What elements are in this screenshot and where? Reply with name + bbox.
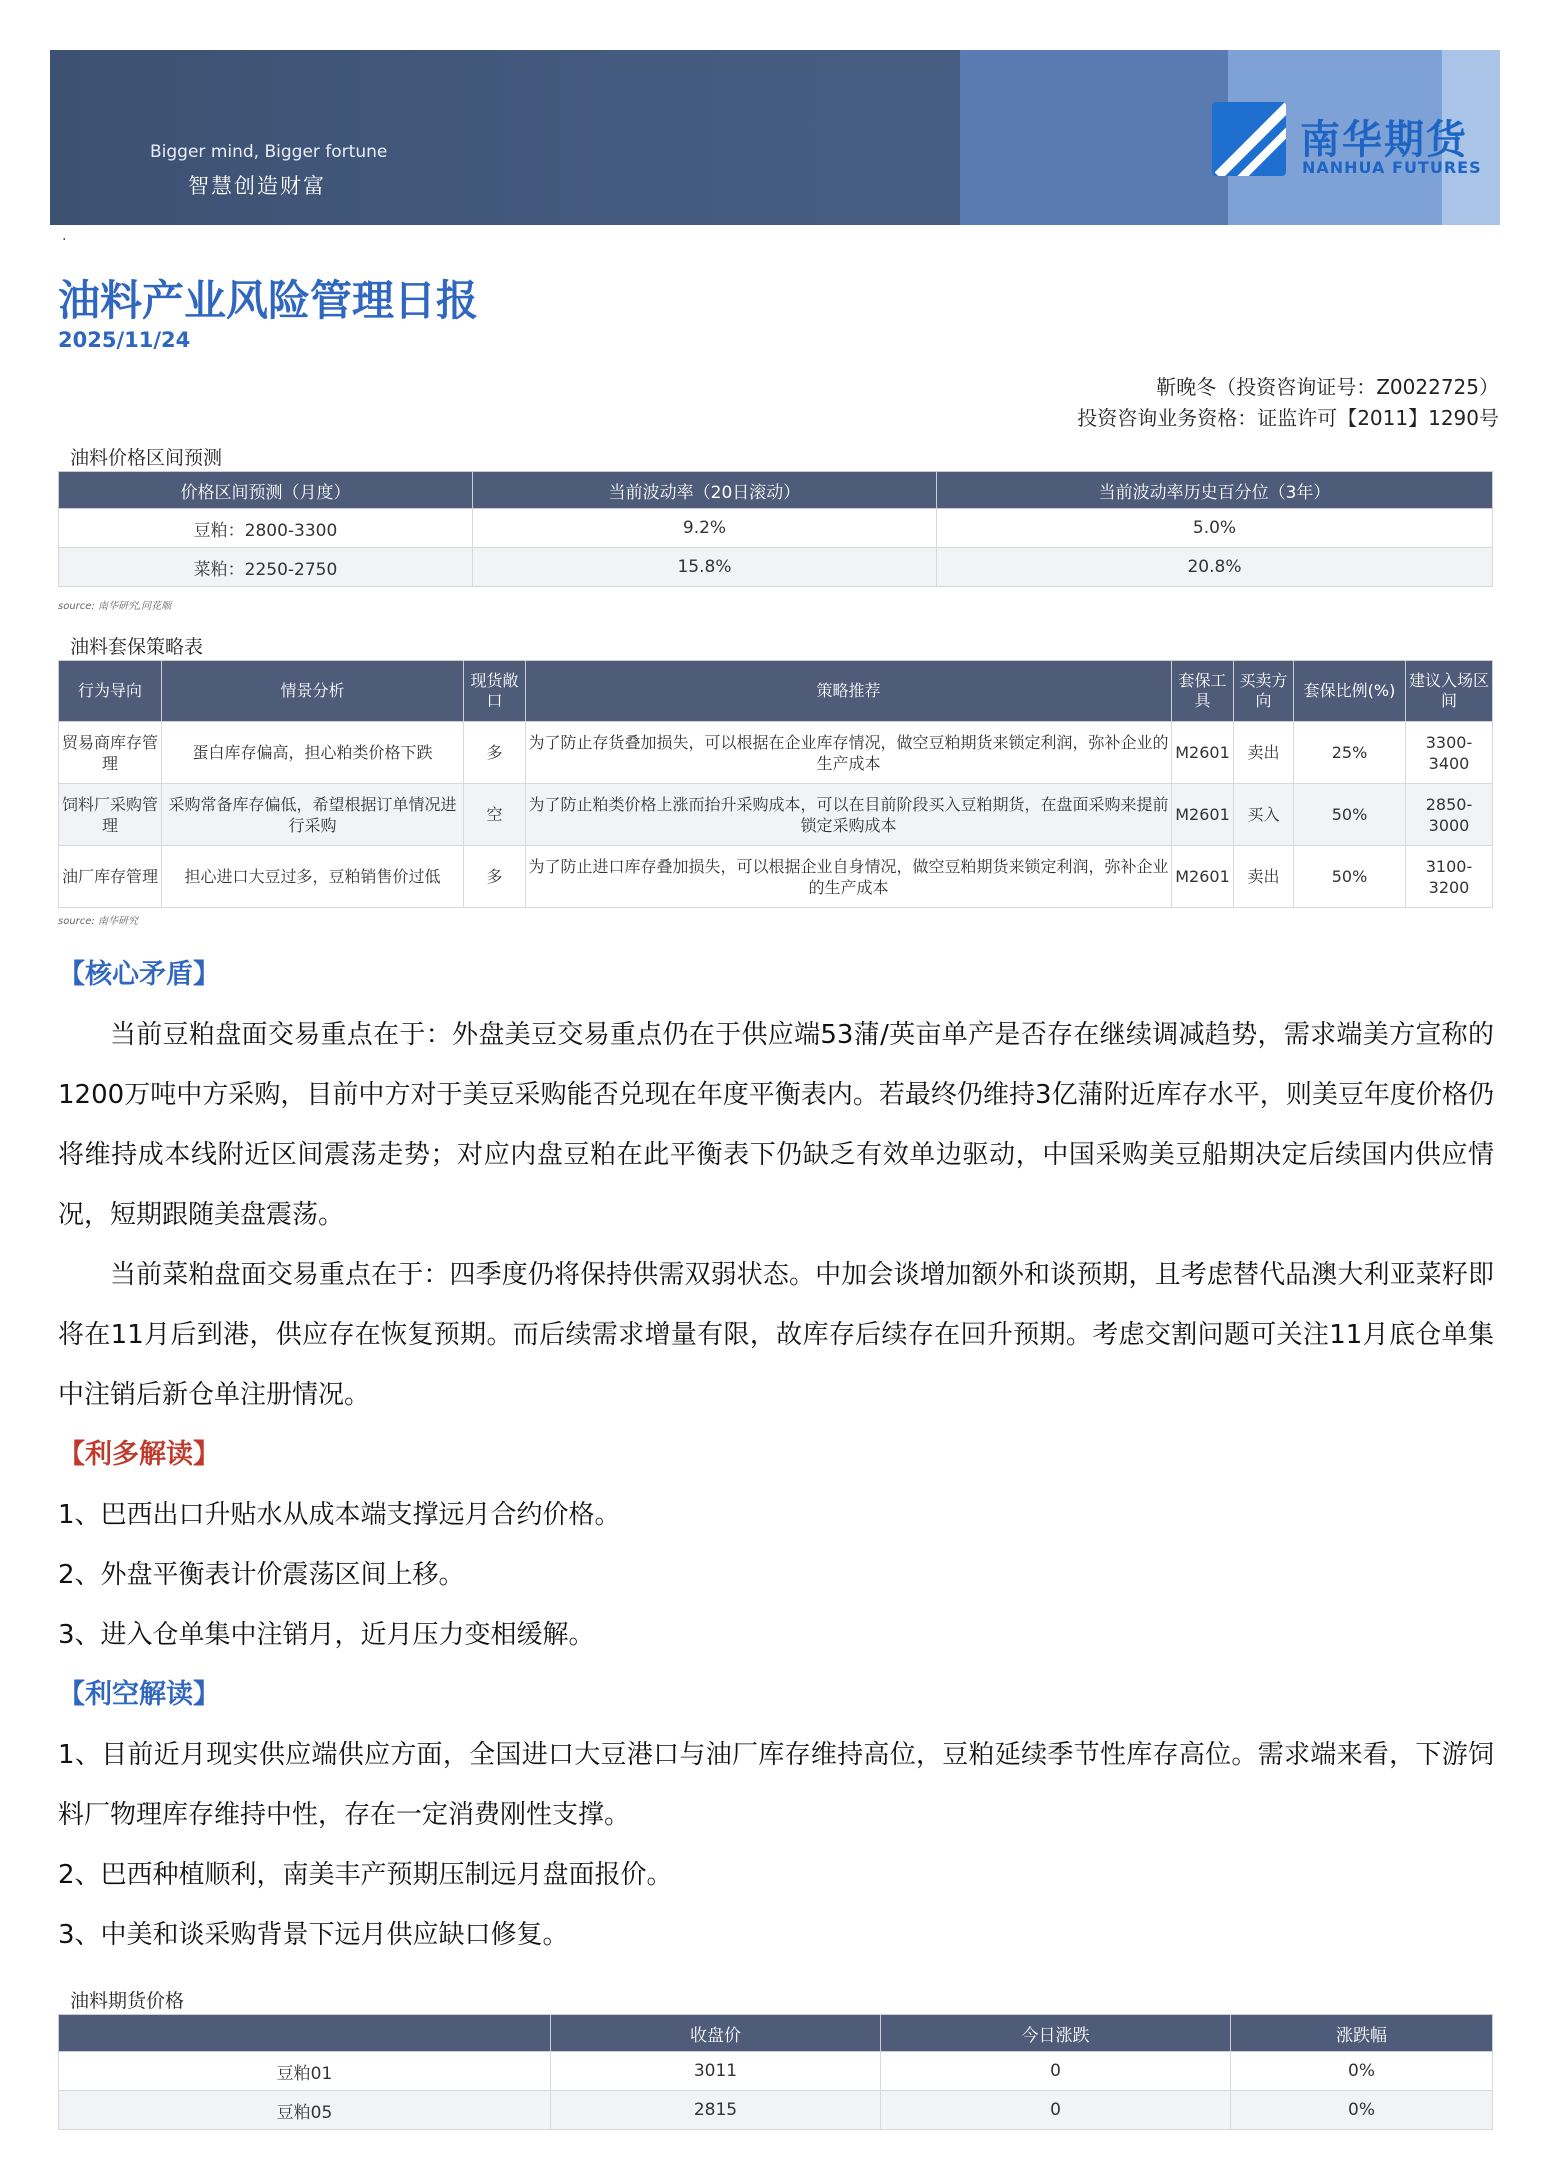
- core-paragraph-soymeal: 当前豆粕盘面交易重点在于：外盘美豆交易重点仍在于供应端53蒲/英亩单产是否存在继续调减趋势，需求端美方宣称的1200万吨中方采购，目前中方对于美豆采购能否兑现在年度平衡表内。若最终仍维持3亿蒲附近库存水平，则美豆年度价格仍将维持成本线附近区间震荡走势；对应内盘豆粕在此平衡表下仍缺乏有效单边驱动，中国采购美豆船期决定后续国内供应情况，短期跟随美盘震荡。: [58, 1020, 1494, 1230]
- table-cell: 0: [881, 2091, 1231, 2130]
- price-range-label: 油料价格区间预测: [70, 447, 223, 469]
- column-header: 今日涨跌: [881, 2015, 1231, 2052]
- logo-name: 南华期货: [1300, 117, 1468, 163]
- table-cell: 20.8%: [937, 548, 1493, 587]
- table-row: [59, 2052, 1493, 2091]
- futures-price-table: [58, 2014, 1493, 2130]
- header-banner: [50, 50, 1500, 225]
- report-title: 油料产业风险管理日报: [58, 276, 479, 325]
- table-row: [59, 722, 1493, 784]
- table-cell: 空: [464, 784, 526, 846]
- table-cell: 0: [881, 2052, 1231, 2091]
- table-cell: 0%: [1231, 2052, 1493, 2091]
- table-header-row: [59, 661, 1493, 722]
- column-header: 情景分析: [162, 661, 464, 722]
- table-cell: 2815: [551, 2091, 881, 2130]
- futures-label: 油料期货价格: [70, 1990, 185, 2012]
- table-cell: 油厂库存管理: [59, 846, 162, 908]
- column-header: 行为导向: [59, 661, 162, 722]
- table-cell: 为了防止存货叠加损失，可以根据在企业库存情况，做空豆粕期货来锁定利润，弥补企业的生产成本: [526, 722, 1172, 784]
- hedge-source: source: 南华研究: [58, 916, 138, 927]
- bullish-item: 2、外盘平衡表计价震荡区间上移。: [58, 1560, 465, 1590]
- bearish-item: 2、巴西种植顺利，南美丰产预期压制远月盘面报价。: [58, 1860, 673, 1890]
- hedge-strategy-table: [58, 660, 1493, 908]
- column-header: 现货敞口: [464, 661, 526, 722]
- bearish-item: 3、中美和谈采购背景下远月供应缺口修复。: [58, 1920, 569, 1950]
- column-header: 套保比例(%): [1294, 661, 1406, 722]
- table-cell: 50%: [1294, 784, 1406, 846]
- table-row: [59, 784, 1493, 846]
- table-cell: 多: [464, 722, 526, 784]
- table-row: [59, 2091, 1493, 2130]
- table-cell: 贸易商库存管理: [59, 722, 162, 784]
- table-cell: 为了防止进口库存叠加损失，可以根据企业自身情况，做空豆粕期货来锁定利润，弥补企业的生产成本: [526, 846, 1172, 908]
- column-header: 价格区间预测（月度）: [59, 472, 473, 509]
- table-header-row: [59, 2015, 1493, 2052]
- price-range-source: source: 南华研究,同花顺: [58, 601, 172, 612]
- analyst-info: [1077, 372, 1499, 434]
- column-header: 建议入场区间: [1406, 661, 1493, 722]
- slogan-chinese: 智慧创造财富: [188, 174, 326, 198]
- bullish-item: 1、巴西出口升贴水从成本端支撑远月合约价格。: [58, 1500, 621, 1530]
- bullish-item: 3、进入仓单集中注销月，近月压力变相缓解。: [58, 1620, 595, 1650]
- table-cell: M2601: [1172, 722, 1234, 784]
- table-row: [59, 509, 1493, 548]
- table-cell: 多: [464, 846, 526, 908]
- table-cell: 3011: [551, 2052, 881, 2091]
- table-cell: 9.2%: [473, 509, 937, 548]
- report-date: 2025/11/24: [58, 328, 191, 352]
- table-cell: 豆粕01: [59, 2052, 551, 2091]
- table-cell: 25%: [1294, 722, 1406, 784]
- table-cell: 豆粕：2800-3300: [59, 509, 473, 548]
- column-header: 策略推荐: [526, 661, 1172, 722]
- table-cell: M2601: [1172, 846, 1234, 908]
- table-cell: 菜粕：2250-2750: [59, 548, 473, 587]
- table-cell: 50%: [1294, 846, 1406, 908]
- column-header: [59, 2015, 551, 2052]
- column-header: 涨跌幅: [1231, 2015, 1493, 2052]
- banner-stripe: [960, 50, 1228, 225]
- analyst-license: 投资咨询业务资格：证监许可【2011】1290号: [1077, 406, 1499, 430]
- logo-subtitle: NANHUA FUTURES: [1302, 158, 1482, 177]
- nanhua-logo-icon: [1212, 102, 1286, 176]
- analyst-name: 靳晚冬（投资咨询证号：Z0022725）: [1156, 375, 1499, 399]
- table-cell: 2850-3000: [1406, 784, 1493, 846]
- column-header: 套保工具: [1172, 661, 1234, 722]
- table-cell: 饲料厂采购管理: [59, 784, 162, 846]
- column-header: 当前波动率历史百分位（3年）: [937, 472, 1493, 509]
- table-cell: 蛋白库存偏高，担心粕类价格下跌: [162, 722, 464, 784]
- column-header: 买卖方向: [1234, 661, 1294, 722]
- dot-mark: .: [62, 228, 67, 244]
- table-cell: 豆粕05: [59, 2091, 551, 2130]
- table-cell: M2601: [1172, 784, 1234, 846]
- table-header-row: [59, 472, 1493, 509]
- table-cell: 3300-3400: [1406, 722, 1493, 784]
- table-cell: 为了防止粕类价格上涨而抬升采购成本，可以在目前阶段买入豆粕期货，在盘面采购来提前锁定采购成本: [526, 784, 1172, 846]
- column-header: 当前波动率（20日滚动）: [473, 472, 937, 509]
- table-row: [59, 548, 1493, 587]
- hedge-label: 油料套保策略表: [70, 636, 204, 658]
- core-heading: 【核心矛盾】: [58, 959, 220, 990]
- bearish-item: 1、目前近月现实供应端供应方面，全国进口大豆港口与油厂库存维持高位，豆粕延续季节性库存高位。需求端来看，下游饲料厂物理库存维持中性，存在一定消费刚性支撑。: [58, 1740, 1494, 1830]
- slogan-english: Bigger mind, Bigger fortune: [150, 142, 388, 162]
- table-cell: 买入: [1234, 784, 1294, 846]
- core-paragraph-rapeseed: 当前菜粕盘面交易重点在于：四季度仍将保持供需双弱状态。中加会谈增加额外和谈预期，且考虑替代品澳大利亚菜籽即将在11月后到港，供应存在恢复预期。而后续需求增量有限，故库存后续存在回升预期。考虑交割问题可关注11月底仓单集中注销后新仓单注册情况。: [58, 1260, 1494, 1410]
- table-cell: 卖出: [1234, 722, 1294, 784]
- table-cell: 15.8%: [473, 548, 937, 587]
- table-cell: 0%: [1231, 2091, 1493, 2130]
- bearish-heading: 【利空解读】: [58, 1679, 220, 1710]
- table-cell: 采购常备库存偏低，希望根据订单情况进行采购: [162, 784, 464, 846]
- column-header: 收盘价: [551, 2015, 881, 2052]
- core-section: [58, 945, 1494, 1965]
- table-cell: 3100-3200: [1406, 846, 1493, 908]
- table-cell: 担心进口大豆过多，豆粕销售价过低: [162, 846, 464, 908]
- price-range-table: [58, 471, 1493, 587]
- table-cell: 5.0%: [937, 509, 1493, 548]
- table-row: [59, 846, 1493, 908]
- bullish-heading: 【利多解读】: [58, 1439, 220, 1470]
- table-cell: 卖出: [1234, 846, 1294, 908]
